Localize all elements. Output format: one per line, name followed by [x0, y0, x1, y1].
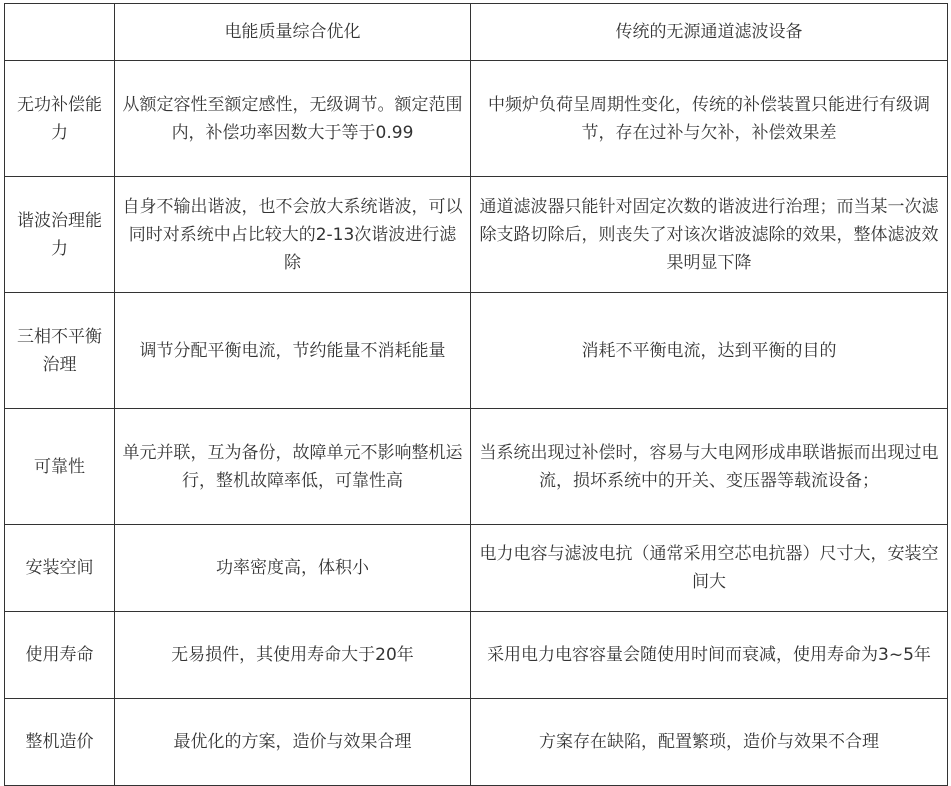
optimization-cell: 调节分配平衡电流，节约能量不消耗能量: [115, 293, 471, 409]
row-label-cell: 三相不平衡治理: [5, 293, 115, 409]
traditional-cell: 中频炉负荷呈周期性变化，传统的补偿装置只能进行有级调节，存在过补与欠补，补偿效果差: [471, 61, 948, 177]
row-label-cell: 使用寿命: [5, 612, 115, 699]
row-label-cell: 可靠性: [5, 409, 115, 525]
traditional-cell: 电力电容与滤波电抗（通常采用空芯电抗器）尺寸大，安装空间大: [471, 525, 948, 612]
optimization-cell: 自身不输出谐波，也不会放大系统谐波，可以同时对系统中占比较大的2-13次谐波进行滤除: [115, 177, 471, 293]
table-row: [5, 61, 948, 177]
table-row: [5, 293, 948, 409]
comparison-table: [4, 3, 948, 786]
row-label-cell: 无功补偿能力: [5, 61, 115, 177]
optimization-cell: 单元并联，互为备份，故障单元不影响整机运行，整机故障率低，可靠性高: [115, 409, 471, 525]
header-traditional-cell: 传统的无源通道滤波设备: [471, 4, 948, 61]
header-optimization-cell: 电能质量综合优化: [115, 4, 471, 61]
traditional-cell: 采用电力电容容量会随使用时间而衰减，使用寿命为3~5年: [471, 612, 948, 699]
traditional-cell: 方案存在缺陷，配置繁琐，造价与效果不合理: [471, 699, 948, 786]
table-row: [5, 177, 948, 293]
traditional-cell: 消耗不平衡电流，达到平衡的目的: [471, 293, 948, 409]
row-label-cell: 谐波治理能力: [5, 177, 115, 293]
optimization-cell: 无易损件，其使用寿命大于20年: [115, 612, 471, 699]
traditional-cell: 当系统出现过补偿时，容易与大电网形成串联谐振而出现过电流，损坏系统中的开关、变压器等载流设备；: [471, 409, 948, 525]
row-label-cell: 整机造价: [5, 699, 115, 786]
table-row: [5, 525, 948, 612]
table-row: [5, 699, 948, 786]
optimization-cell: 从额定容性至额定感性，无级调节。额定范围内，补偿功率因数大于等于0.99: [115, 61, 471, 177]
row-label-cell: 安装空间: [5, 525, 115, 612]
table-row: [5, 409, 948, 525]
traditional-cell: 通道滤波器只能针对固定次数的谐波进行治理；而当某一次滤除支路切除后，则丧失了对该次谐波滤除的效果，整体滤波效果明显下降: [471, 177, 948, 293]
table-header-row: [5, 4, 948, 61]
optimization-cell: 功率密度高，体积小: [115, 525, 471, 612]
optimization-cell: 最优化的方案，造价与效果合理: [115, 699, 471, 786]
table-row: [5, 612, 948, 699]
header-corner-cell: [5, 4, 115, 61]
